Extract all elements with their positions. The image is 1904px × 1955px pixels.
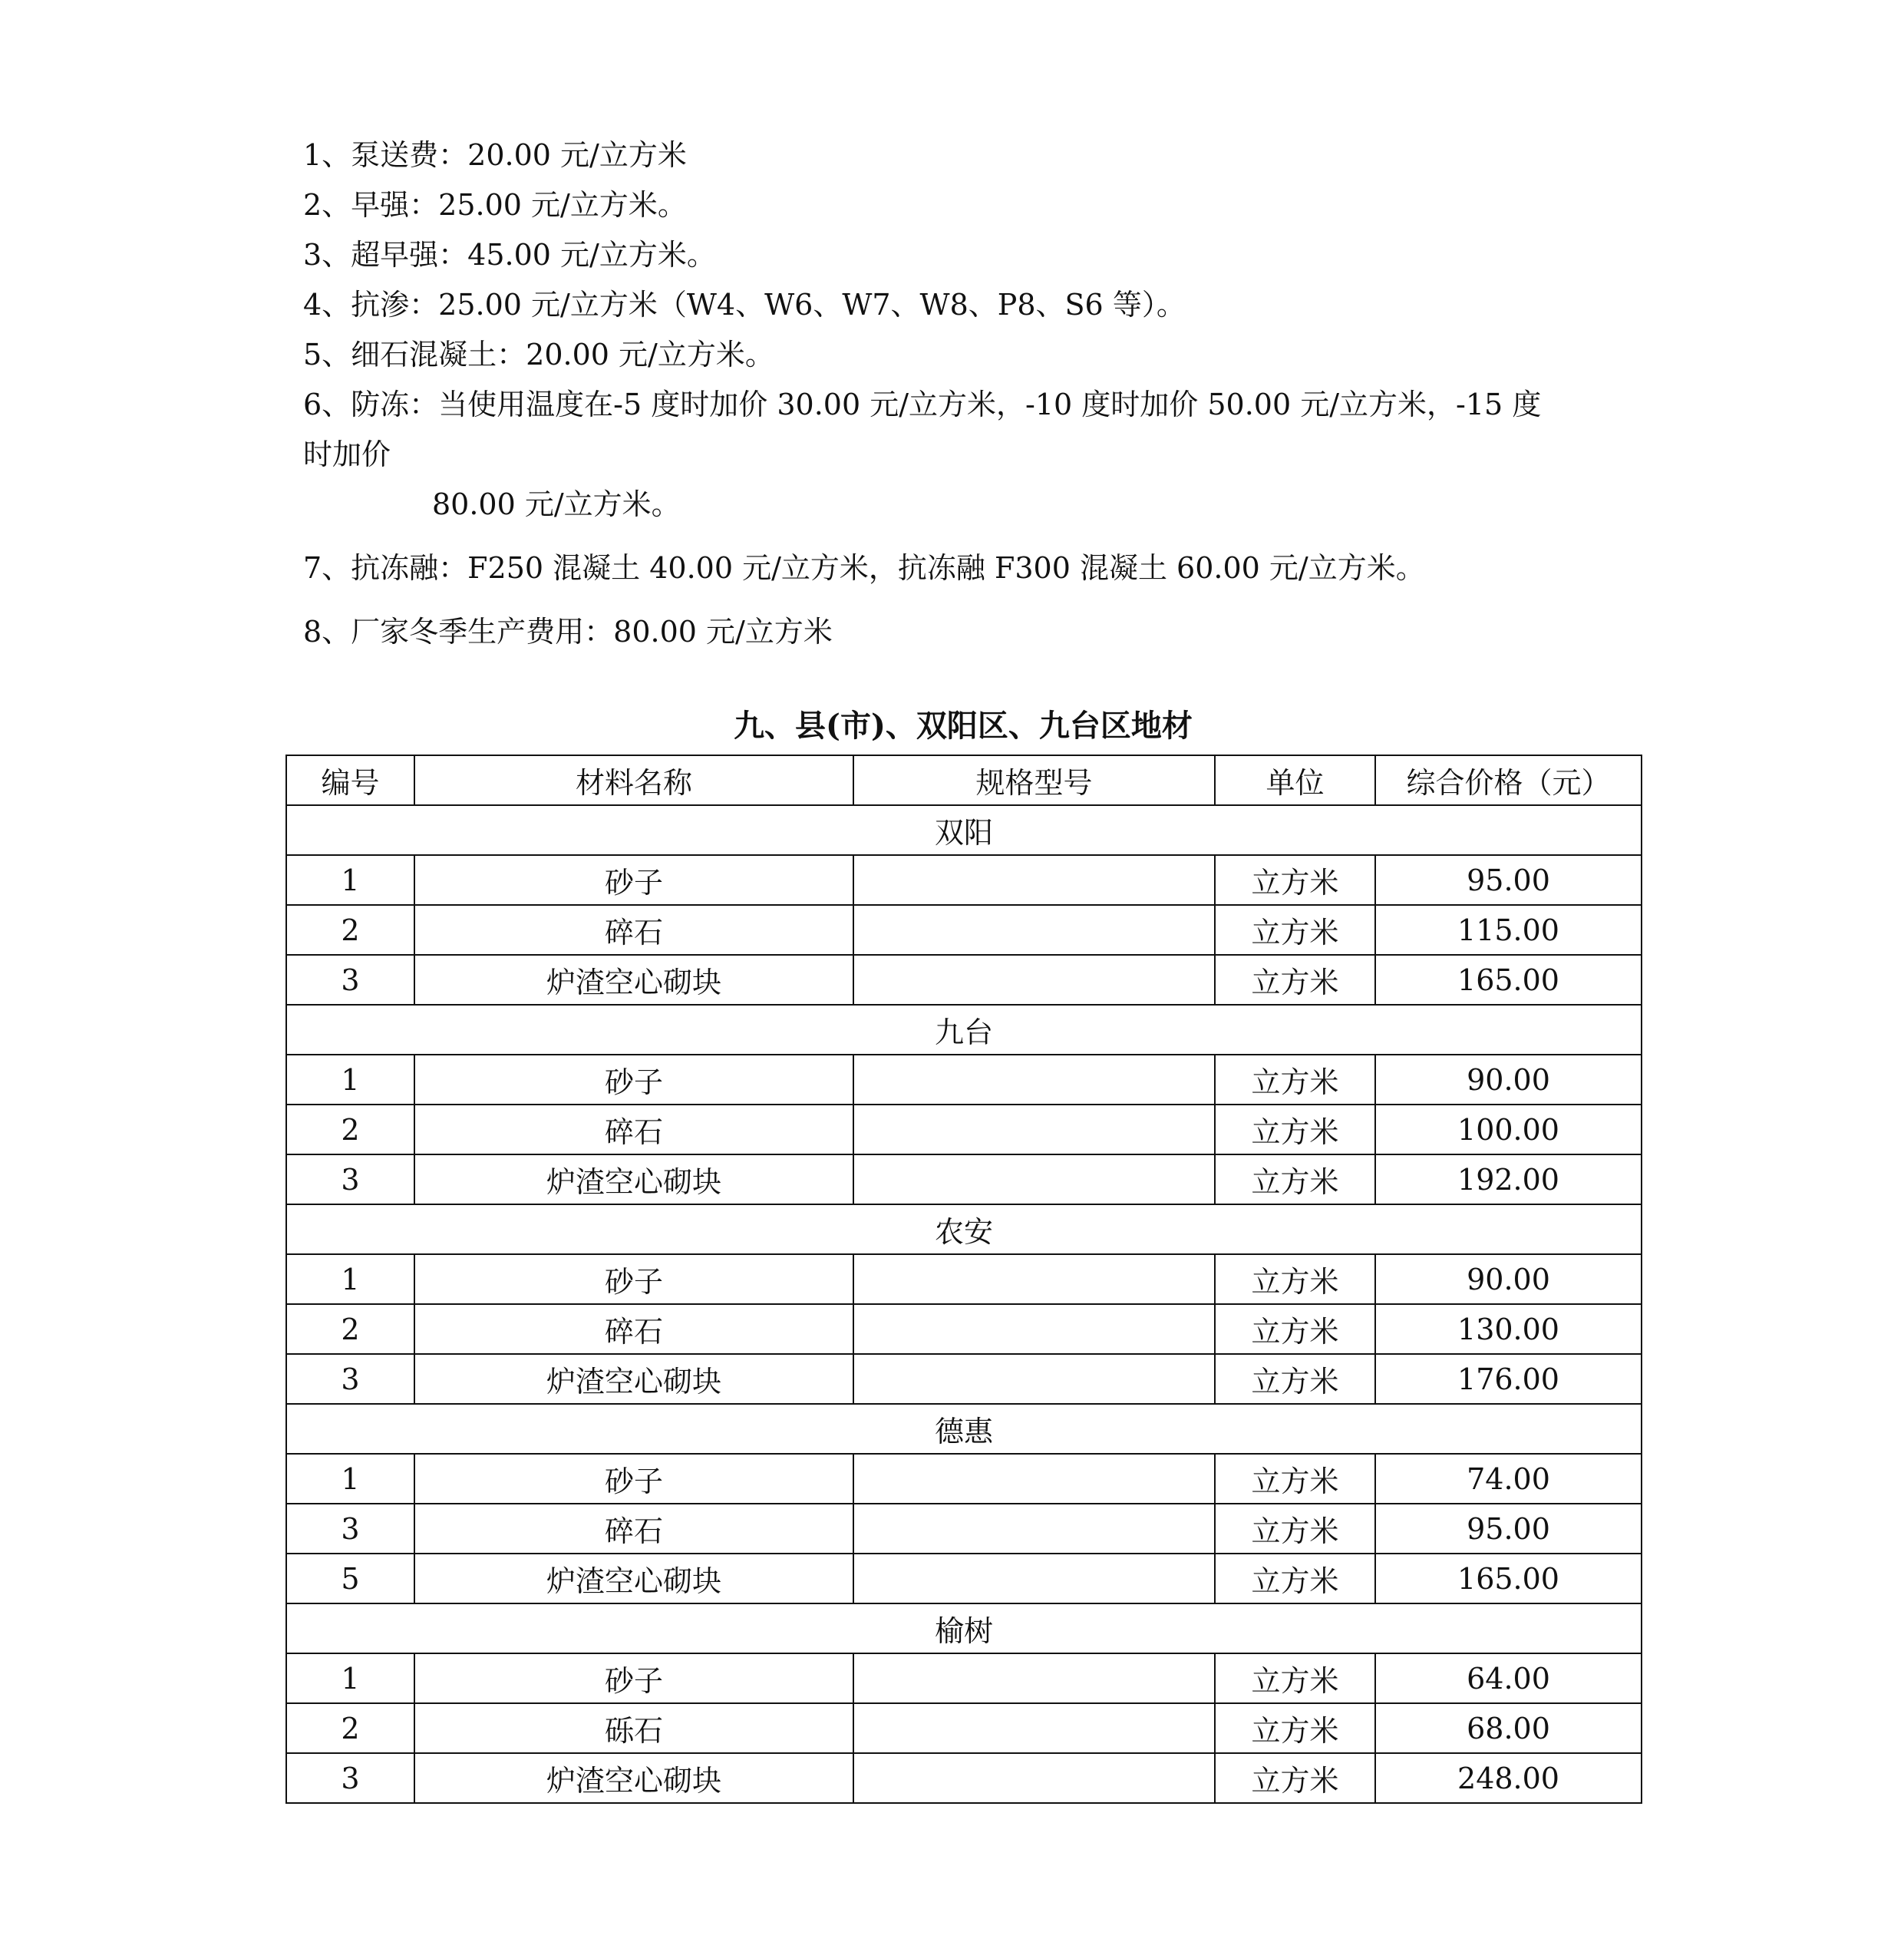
table-header-row [286, 755, 1642, 805]
note-impermeability: 4、抗渗：25.00 元/立方米（W4、W6、W7、W8、P8、S6 等）。 [303, 288, 1186, 322]
cell-price: 165.00 [1375, 1554, 1642, 1603]
pricing-notes [303, 130, 1654, 657]
cell-price: 74.00 [1375, 1454, 1642, 1504]
cell-unit: 立方米 [1215, 1154, 1375, 1204]
cell-unit: 立方米 [1215, 1703, 1375, 1753]
cell-spec [853, 1354, 1215, 1404]
cell-material-name: 碎石 [414, 1504, 853, 1554]
cell-unit: 立方米 [1215, 905, 1375, 955]
cell-number: 1 [286, 1454, 414, 1504]
cell-unit: 立方米 [1215, 1304, 1375, 1354]
cell-spec [853, 1753, 1215, 1803]
cell-unit: 立方米 [1215, 855, 1375, 905]
header-spec: 规格型号 [853, 755, 1215, 805]
note-super-early-strength: 3、超早强：45.00 元/立方米。 [303, 238, 716, 272]
cell-number: 1 [286, 1653, 414, 1703]
cell-material-name: 砂子 [414, 1254, 853, 1304]
header-material-name: 材料名称 [414, 755, 853, 805]
cell-price: 248.00 [1375, 1753, 1642, 1803]
cell-unit: 立方米 [1215, 1055, 1375, 1105]
table-row [286, 855, 1642, 905]
section-row [286, 1005, 1642, 1055]
cell-price: 68.00 [1375, 1703, 1642, 1753]
cell-spec [853, 1154, 1215, 1204]
cell-price: 95.00 [1375, 855, 1642, 905]
table-row [286, 1703, 1642, 1753]
cell-material-name: 砂子 [414, 855, 853, 905]
cell-unit: 立方米 [1215, 1105, 1375, 1154]
cell-spec [853, 855, 1215, 905]
table-row [286, 1105, 1642, 1154]
cell-unit: 立方米 [1215, 1753, 1375, 1803]
table-title: 九、县(市)、双阳区、九台区地材 [734, 708, 1193, 744]
cell-number: 3 [286, 1154, 414, 1204]
table-row [286, 1554, 1642, 1603]
cell-material-name: 炉渣空心砌块 [414, 1554, 853, 1603]
header-number: 编号 [286, 755, 414, 805]
cell-spec [853, 1304, 1215, 1354]
table-row [286, 1055, 1642, 1105]
materials-price-table [285, 755, 1642, 1804]
cell-material-name: 砂子 [414, 1653, 853, 1703]
cell-number: 2 [286, 1703, 414, 1753]
section-row [286, 805, 1642, 855]
cell-number: 1 [286, 1254, 414, 1304]
table-body [286, 805, 1642, 1803]
cell-number: 3 [286, 1354, 414, 1404]
cell-material-name: 砂子 [414, 1055, 853, 1105]
table-row [286, 1154, 1642, 1204]
table-row [286, 1504, 1642, 1554]
table-row [286, 1254, 1642, 1304]
cell-price: 64.00 [1375, 1653, 1642, 1703]
cell-price: 165.00 [1375, 955, 1642, 1005]
cell-number: 3 [286, 955, 414, 1005]
note-antifreeze: 6、防冻：当使用温度在-5 度时加价 30.00 元/立方米，-10 度时加价 50.00 元/立方米，-15 度 [303, 388, 1542, 421]
table-row [286, 1354, 1642, 1404]
cell-price: 100.00 [1375, 1105, 1642, 1154]
cell-number: 1 [286, 1055, 414, 1105]
cell-price: 90.00 [1375, 1254, 1642, 1304]
cell-unit: 立方米 [1215, 1504, 1375, 1554]
cell-price: 90.00 [1375, 1055, 1642, 1105]
cell-material-name: 炉渣空心砌块 [414, 1154, 853, 1204]
note-antifreeze-tail: 80.00 元/立方米。 [432, 487, 681, 521]
section-row [286, 1204, 1642, 1254]
note-fine-stone-concrete: 5、细石混凝土：20.00 元/立方米。 [303, 338, 774, 372]
section-row [286, 1603, 1642, 1653]
section-row [286, 1404, 1642, 1454]
cell-material-name: 碎石 [414, 1105, 853, 1154]
cell-number: 2 [286, 1105, 414, 1154]
cell-unit: 立方米 [1215, 1254, 1375, 1304]
cell-price: 130.00 [1375, 1304, 1642, 1354]
cell-unit: 立方米 [1215, 955, 1375, 1005]
cell-number: 3 [286, 1504, 414, 1554]
section-name: 农安 [286, 1204, 1642, 1254]
cell-spec [853, 1653, 1215, 1703]
cell-material-name: 砾石 [414, 1703, 853, 1753]
section-name: 榆树 [286, 1603, 1642, 1653]
cell-spec [853, 1554, 1215, 1603]
header-unit: 单位 [1215, 755, 1375, 805]
cell-material-name: 碎石 [414, 1304, 853, 1354]
cell-material-name: 炉渣空心砌块 [414, 955, 853, 1005]
cell-price: 192.00 [1375, 1154, 1642, 1204]
table-row [286, 955, 1642, 1005]
note-early-strength: 2、早强：25.00 元/立方米。 [303, 188, 687, 222]
cell-material-name: 碎石 [414, 905, 853, 955]
table-row [286, 1454, 1642, 1504]
cell-material-name: 炉渣空心砌块 [414, 1753, 853, 1803]
table-row [286, 1753, 1642, 1803]
cell-number: 1 [286, 855, 414, 905]
cell-material-name: 炉渣空心砌块 [414, 1354, 853, 1404]
cell-spec [853, 1254, 1215, 1304]
section-name: 双阳 [286, 805, 1642, 855]
cell-price: 115.00 [1375, 905, 1642, 955]
header-price: 综合价格（元） [1375, 755, 1642, 805]
cell-number: 5 [286, 1554, 414, 1603]
cell-material-name: 砂子 [414, 1454, 853, 1504]
note-pumping: 1、泵送费：20.00 元/立方米 [303, 138, 687, 172]
cell-spec [853, 1504, 1215, 1554]
table-row [286, 1304, 1642, 1354]
note-antifreeze-cont: 时加价 [303, 438, 391, 471]
cell-spec [853, 1703, 1215, 1753]
cell-spec [853, 1055, 1215, 1105]
cell-number: 2 [286, 1304, 414, 1354]
note-freeze-thaw: 7、抗冻融：F250 混凝土 40.00 元/立方米，抗冻融 F300 混凝土 60.00 元/立方米。 [303, 551, 1425, 585]
cell-number: 3 [286, 1753, 414, 1803]
cell-spec [853, 1454, 1215, 1504]
cell-spec [853, 905, 1215, 955]
cell-spec [853, 1105, 1215, 1154]
cell-unit: 立方米 [1215, 1653, 1375, 1703]
cell-unit: 立方米 [1215, 1554, 1375, 1603]
cell-spec [853, 955, 1215, 1005]
cell-unit: 立方米 [1215, 1454, 1375, 1504]
table-row [286, 905, 1642, 955]
section-name: 九台 [286, 1005, 1642, 1055]
cell-number: 2 [286, 905, 414, 955]
section-name: 德惠 [286, 1404, 1642, 1454]
cell-price: 176.00 [1375, 1354, 1642, 1404]
cell-unit: 立方米 [1215, 1354, 1375, 1404]
table-row [286, 1653, 1642, 1703]
cell-price: 95.00 [1375, 1504, 1642, 1554]
note-winter-production: 8、厂家冬季生产费用：80.00 元/立方米 [303, 615, 833, 649]
